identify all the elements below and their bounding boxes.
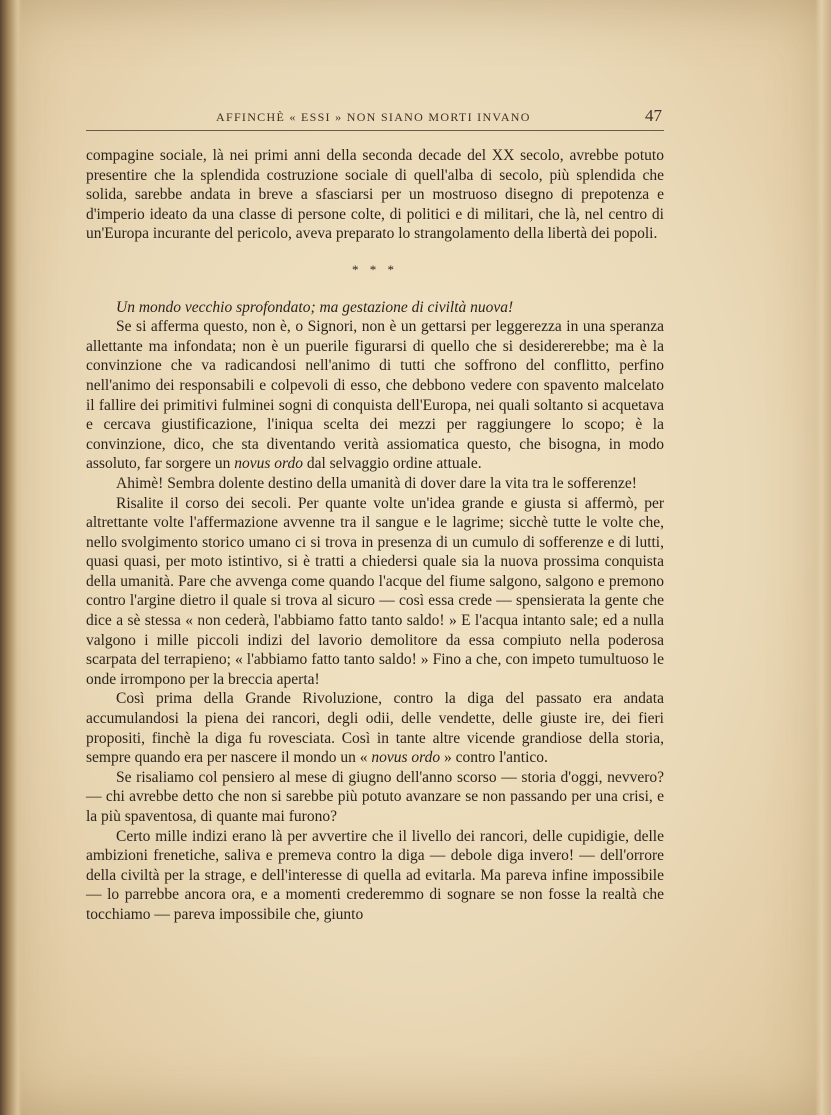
paragraph-text: dal selvaggio ordine attuale.: [306, 455, 482, 473]
paragraph: Ahimè! Sembra dolente destino della umanità di dover dare la vita tra le sofferenze!: [116, 474, 637, 492]
paragraph: Se risaliamo col pensiero al mese di giugno dell'anno scorso — storia d'oggi, nevvero? — chi avrebbe detto che non si sarebbe più potuto avanzare se non passando per una crisi, e la più spaventosa, di quante mai furono?: [86, 768, 664, 825]
paragraph: Certo mille indizi erano là per avvertire che il livello dei rancori, delle cupidigie, delle ambizioni frenetiche, saliva e premeva contro la diga — debole diga invero! — dell'orrore della civiltà per la strage, e dell'interesse di quella ad evitarla. Ma pareva infine impossibile — lo parrebbe ancora ora, e a momenti crederemmo di sognare se non fosse la realtà che tocchiamo — pareva impossibile che, giunto: [86, 827, 664, 923]
paragraph: [86, 689, 664, 767]
paragraph-text: » contro l'antico.: [443, 749, 548, 767]
latin-phrase: novus ordo: [371, 749, 441, 767]
section-separator: * * *: [352, 261, 398, 277]
running-title: AFFINCHÈ « ESSI » NON SIANO MORTI INVANO: [216, 110, 531, 124]
paragraph: [86, 317, 664, 474]
paragraph-text: Se si afferma questo, non è, o Signori, non è un gettarsi per leggerezza in una speranza allettante ma infondata; non è un puerile figurarsi di quello che si desidererebbe; ma è la convinzione che va radicandosi nell'animo di tutti che soffrono del conflitto, perfino nell'animo dei responsabili e colpevoli di esso, che debbono vedere con spavento malcelato il fallire dei primitivi fulminei sogni di conquista dell'Europa, nei quali soltanto si acquetava e cercava giustificazione, l'iniqua scelta dei mezzi per raggiungere lo scopo; è la convinzione, dico, che sta diventando verità assiomatica questo, che bisogna, in modo assoluto, far sorgere un: [86, 318, 664, 473]
page-header: [86, 106, 664, 131]
page-binding-shadow: [0, 0, 22, 1115]
page-number: 47: [645, 106, 662, 125]
paragraph: Risalite il corso dei secoli. Per quante volte un'idea grande e giusta si affermò, per altrettante volte l'affermazione avvenne tra il sangue e le lagrime; sicchè tutte le volte che, nello svolgimento storico umano ci si trova in presenza di un cumulo di sofferenze e di lutti, quasi quasi, per moto istintivo, si è tratti a chiedersi quale sia la nuova prossima conquista della umanità. Pare che avvenga come quando l'acque del fiume salgono, salgono e premono contro l'argine dietro il quale si trova al sicuro — così essa crede — spensierata la gente che dice a sè stessa « non cederà, l'abbiamo fatto tanto saldo! » E l'acqua intanto sale; ed a nulla valgono i mille piccoli indizi del lavorio demolitore da essa compiuto nella poderosa scarpata del terrapieno; « l'abbiamo fatto tanto saldo! » Fino a che, con impeto tumultuoso le onde irrompono per la breccia aperta!: [86, 494, 664, 688]
page-edge: [815, 0, 831, 1115]
latin-phrase: novus ordo: [234, 455, 303, 473]
body-text: [86, 146, 664, 925]
section-subtitle: Un mondo vecchio sprofondato; ma gestazione di civiltà nuova!: [116, 298, 514, 316]
paragraph-continuation: compagine sociale, là nei primi anni della seconda decade del XX secolo, avrebbe potuto presentire che la splendida costruzione sociale di quell'alba di secolo, più splendida che solida, sarebbe andata in breve a sfasciarsi per un mostruoso disegno di prepotenza e d'imperio ideato da una classe di persone colte, di politici e di militari, che là, nel centro di un'Europa incurante del pericolo, aveva preparato lo strangolamento della libertà dei popoli.: [86, 147, 664, 243]
paragraph-text: Così prima della Grande Rivoluzione, contro la diga del passato era andata accumulandosi la piena dei rancori, degli odii, delle vendette, delle giuste ire, dei fieri propositi, finchè la diga fu rovesciata. Così in tante altre vicende grandiose della storia, sempre quando era per nascere il mondo un «: [86, 690, 664, 767]
